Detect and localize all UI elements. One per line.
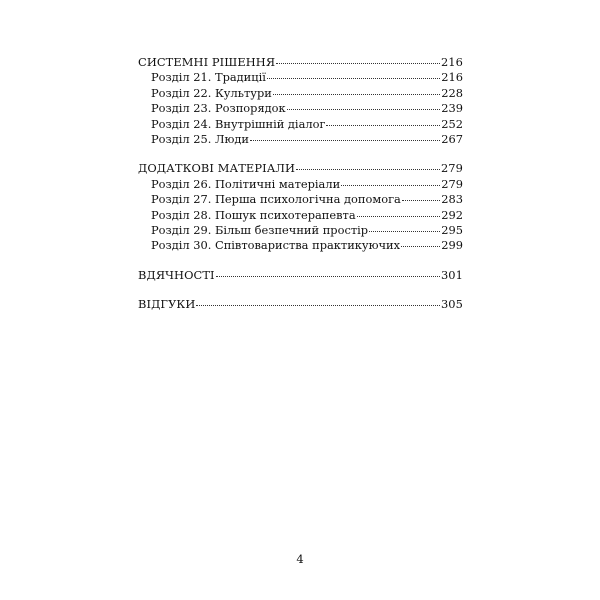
- toc-chapter-entry[interactable]: [138, 101, 463, 116]
- page-number: 4: [296, 552, 304, 566]
- toc-entry-page: 279: [440, 161, 463, 176]
- toc-entry-title: ВІДГУКИ: [138, 297, 196, 312]
- toc-entry-page: 239: [441, 101, 463, 116]
- toc-entry-page: 283: [441, 192, 463, 207]
- dot-leader: [402, 200, 440, 201]
- toc-entry-page: 216: [441, 70, 463, 85]
- toc-section: [138, 161, 463, 253]
- dot-leader: [341, 185, 440, 186]
- toc-entry-title: СИСТЕМНІ РІШЕННЯ: [138, 55, 276, 69]
- toc-section: [138, 297, 463, 312]
- toc-entry-title: Розділ 25. Люди: [151, 131, 250, 146]
- toc-chapter-entry[interactable]: [138, 238, 463, 253]
- toc-entry-title: ДОДАТКОВІ МАТЕРІАЛИ: [138, 161, 296, 176]
- toc-entry-title: Розділ 21. Традиції: [151, 70, 266, 85]
- toc-chapter-entry[interactable]: [138, 208, 463, 223]
- toc-entry-title: Розділ 28. Пошук психотерапевта: [151, 207, 356, 222]
- toc-entry-title: Розділ 24. Внутрішній діалог: [151, 116, 326, 131]
- dot-leader: [287, 109, 441, 110]
- dot-leader: [196, 305, 440, 306]
- dot-leader: [250, 140, 440, 141]
- toc-chapter-entry[interactable]: [138, 223, 463, 238]
- dot-leader: [326, 125, 440, 126]
- dot-leader: [296, 169, 440, 170]
- toc-section: [138, 55, 463, 147]
- toc-chapter-entry[interactable]: [138, 70, 463, 85]
- toc-chapter-entry[interactable]: [138, 177, 463, 192]
- dot-leader: [357, 216, 441, 217]
- dot-leader: [273, 94, 440, 95]
- toc-entry-page: 267: [441, 131, 463, 146]
- table-of-contents: [138, 55, 463, 326]
- dot-leader: [401, 246, 440, 247]
- toc-entry-title: Розділ 26. Політичні матеріали: [151, 176, 341, 191]
- toc-entry-page: 216: [440, 55, 463, 69]
- toc-entry-page: 292: [441, 207, 463, 222]
- dot-leader: [369, 231, 440, 232]
- toc-section: [138, 268, 463, 283]
- dot-leader: [276, 63, 440, 64]
- toc-entry-page: 279: [441, 176, 463, 191]
- toc-entry-page: 295: [441, 222, 463, 237]
- toc-entry-title: Розділ 30. Співтовариства практикуючих: [151, 238, 401, 253]
- toc-entry-title: Розділ 22. Культури: [151, 85, 272, 100]
- toc-entry-page: 301: [440, 267, 463, 282]
- toc-chapter-entry[interactable]: [138, 86, 463, 101]
- toc-entry-page: 299: [441, 238, 463, 253]
- toc-chapter-entry[interactable]: [138, 132, 463, 147]
- toc-entry-title: Розділ 29. Більш безпечний простір: [151, 222, 369, 237]
- toc-entry-title: Розділ 23. Розпорядок: [151, 101, 286, 116]
- toc-section-heading[interactable]: [138, 268, 463, 283]
- toc-chapter-entry[interactable]: [138, 192, 463, 207]
- toc-section-heading[interactable]: [138, 161, 463, 176]
- toc-entry-page: 252: [441, 116, 463, 131]
- toc-entry-title: ВДЯЧНОСТІ: [138, 267, 215, 282]
- dot-leader: [267, 78, 440, 79]
- toc-section-heading[interactable]: [138, 297, 463, 312]
- toc-entry-title: Розділ 27. Перша психологічна допомога: [151, 192, 401, 207]
- dot-leader: [216, 276, 440, 277]
- toc-entry-page: 228: [441, 85, 463, 100]
- toc-chapter-entry[interactable]: [138, 117, 463, 132]
- toc-section-heading[interactable]: [138, 55, 463, 70]
- toc-entry-page: 305: [440, 297, 463, 312]
